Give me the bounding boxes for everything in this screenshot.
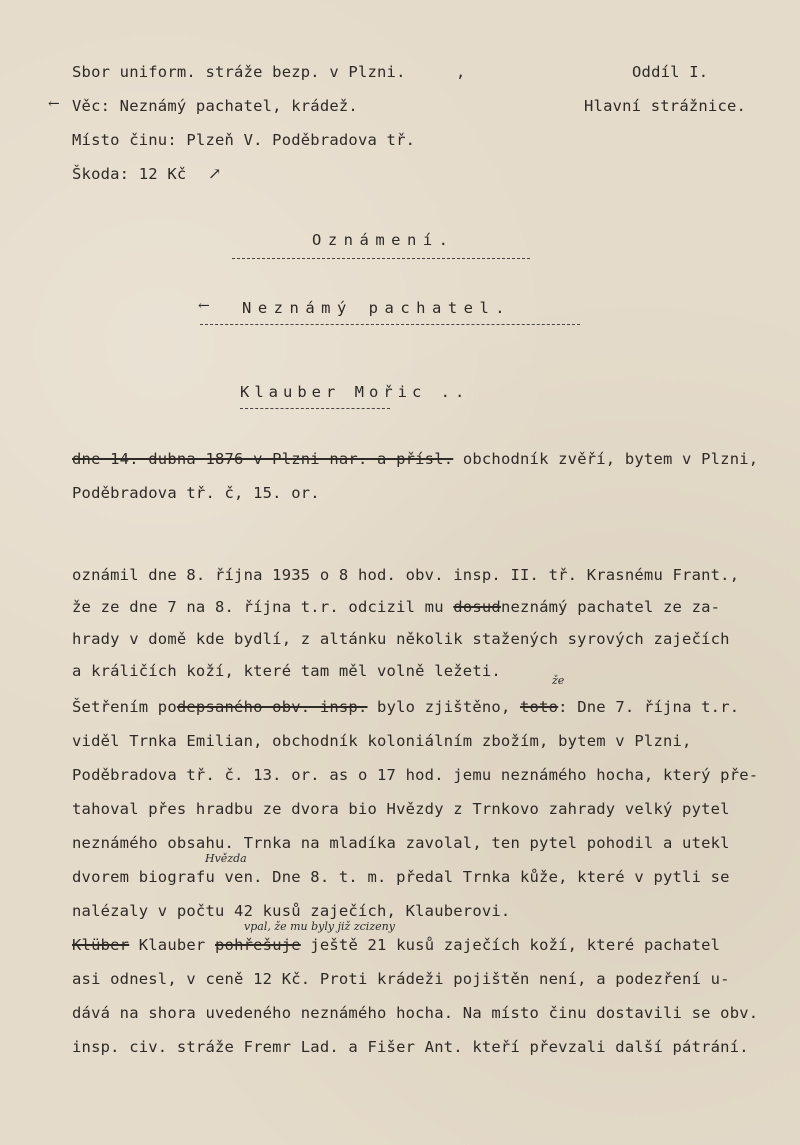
subject-line: Věc: Neznámý pachatel, krádež.	[72, 97, 358, 115]
body-line: nalézaly v počtu 42 kusů zaječích, Klauberovi.	[72, 902, 511, 920]
body-line: Klüber Klauber pohřešuje ještě 21 kusů zaječích koží, které pachatel	[72, 936, 721, 954]
body-line: neznámého obsahu. Trnka na mladíka zavolal, ten pytel pohodil a utekl	[72, 834, 730, 852]
margin-mark-icon: ←	[48, 96, 60, 112]
handwritten-hvezda: Hvězda	[205, 852, 247, 865]
victim-line-2: Poděbradova tř. č, 15. or.	[72, 484, 320, 502]
stray-comma: ,	[456, 63, 466, 81]
body-line: tahoval přes hradbu ze dvora bio Hvězdy z Trnkovo zahrady velký pytel	[72, 800, 730, 818]
arrow-mark-icon: ↗	[208, 164, 222, 183]
victim-line-1	[72, 449, 758, 469]
authority-line: Sbor uniform. stráže bezp. v Plzni.	[72, 63, 406, 81]
body-line: insp. civ. stráže Fremr Lad. a Fišer Ant. kteří převzali další pátrání.	[72, 1038, 749, 1056]
body-line: viděl Trnka Emilian, obchodník koloniálním zbožím, bytem v Plzni,	[72, 732, 692, 750]
place-line: Místo činu: Plzeň V. Poděbradova tř.	[72, 131, 416, 149]
body-line: že ze dne 7 na 8. října t.r. odcizil mu dosudneznámý pachatel ze za-	[72, 598, 721, 616]
perpetrator-underline	[200, 324, 580, 325]
body-line: dvorem biografu ven. Dne 8. t. m. předal Trnka kůže, které v pytli se	[72, 868, 730, 886]
station: Hlavní strážnice.	[584, 97, 747, 115]
department: Oddíl I.	[632, 63, 709, 81]
body-line: Poděbradova tř. č. 13. or. as o 17 hod. jemu neznámého hocha, který pře-	[72, 766, 759, 784]
body-line: asi odnesl, v ceně 12 Kč. Proti krádeži pojištěn není, a podezření u-	[72, 970, 730, 988]
victim-underline	[240, 408, 390, 409]
document-title: Oznámení.	[312, 231, 455, 249]
victim-occupation: obchodník zvěří, bytem v Plzni,	[453, 450, 759, 468]
struck-word: dosud	[453, 598, 501, 616]
struck-birth-info: dne 14. dubna 1876 v Plzni nar. a přísl.	[72, 450, 454, 468]
margin-mark-icon: ←	[198, 298, 210, 314]
body-line: a králičích koží, které tam měl volně ležeti.	[72, 662, 501, 680]
damage-line: Škoda: 12 Kč	[72, 165, 187, 183]
handwritten-ze: že	[552, 674, 565, 687]
body-line: Šetřením podepsaného obv. insp. bylo zjištěno, toto: Dne 7. října t.r.	[72, 698, 740, 716]
handwritten-insert: vpal, že mu byly již zcizeny	[244, 920, 395, 933]
body-line: hrady v domě kde bydlí, z altánku několik stažených syrových zaječích	[72, 630, 730, 648]
victim-heading: Klauber Mořic ..	[240, 383, 470, 401]
title-underline	[232, 258, 530, 259]
body-line: dává na shora uvedeného neznámého hocha. Na místo činu dostavili se obv.	[72, 1004, 759, 1022]
perpetrator-heading: Neznámý pachatel.	[242, 299, 512, 317]
body-line: oznámil dne 8. října 1935 o 8 hod. obv. insp. II. tř. Krasnému Frant.,	[72, 566, 740, 584]
